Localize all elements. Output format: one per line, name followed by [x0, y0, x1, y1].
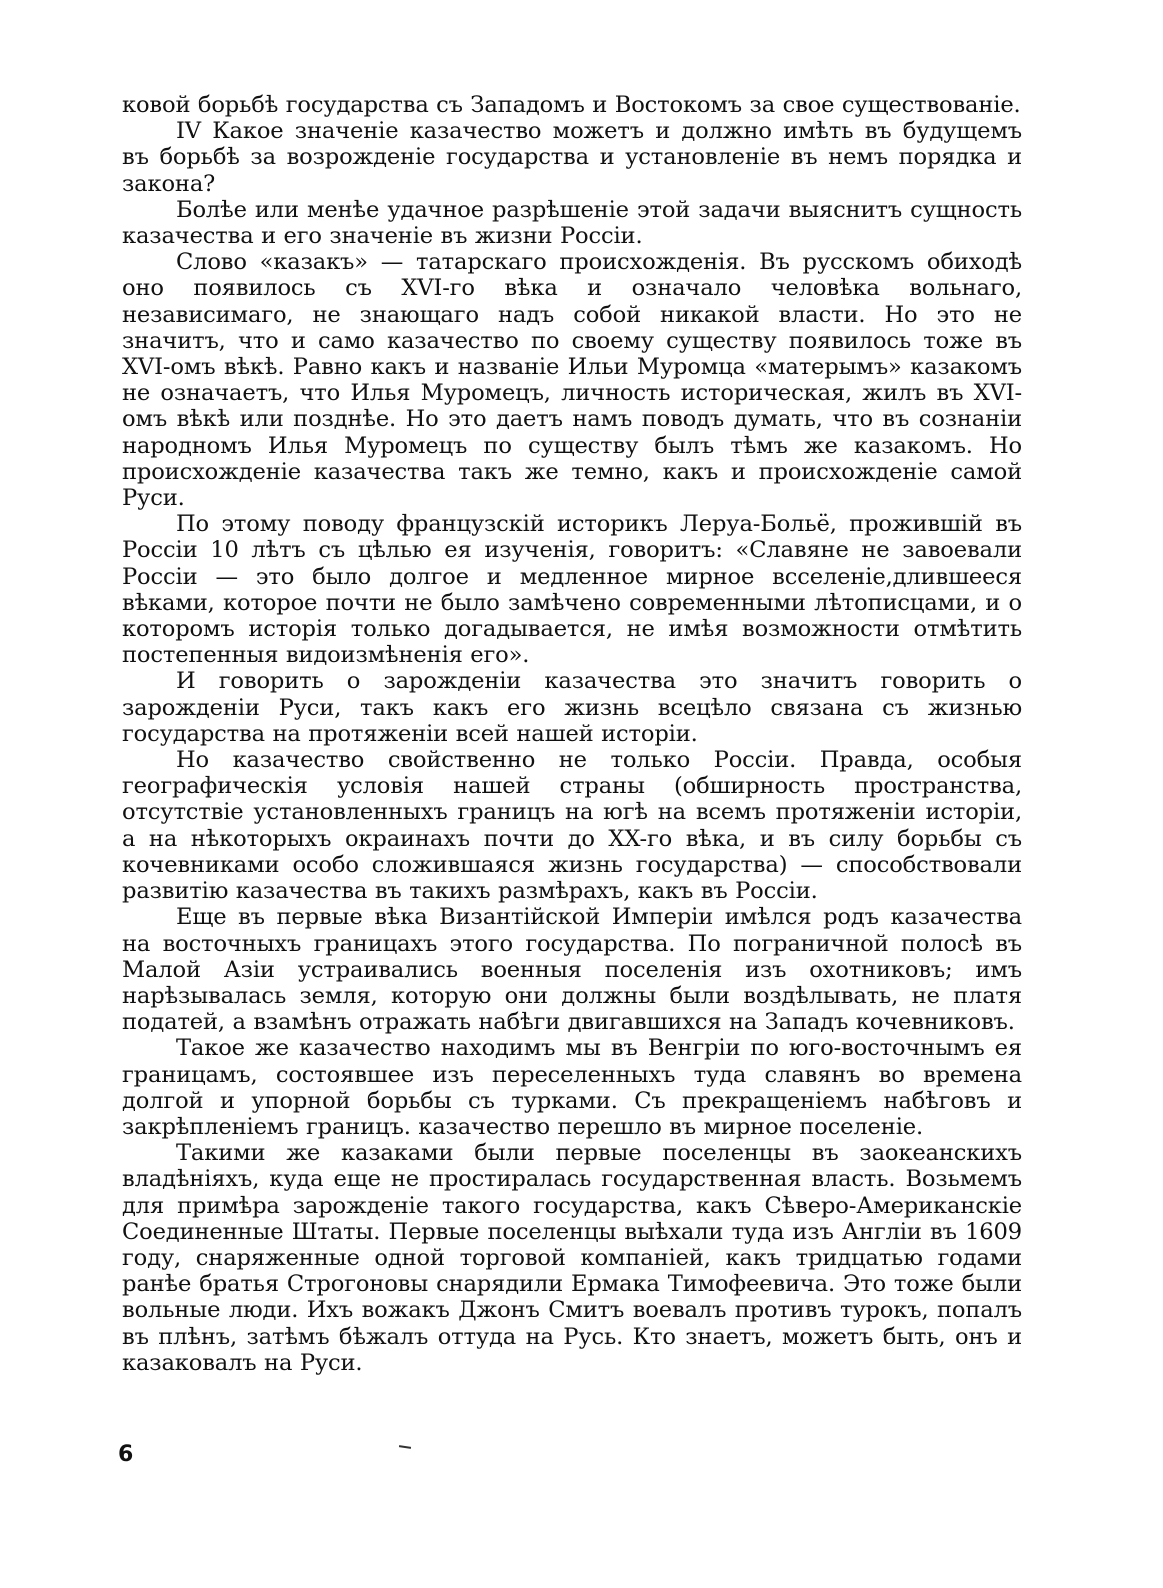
paragraph-leroy-beaulieu: По этому поводу французскій историкъ Леруа-Больё, прожившій въ Россіи 10 лѣтъ съ цѣлью ея изученія, говоритъ: «Славяне не завоевали Россіи — это было долгое и медленное мирное всселеніе,длившееся вѣками, которое почти не было замѣчено современными лѣтописцами, и о которомъ исторія только догадывается, не имѣя возможности отмѣтить постепенныя видоизмѣненія его». [122, 511, 1022, 669]
paragraph-word-kazak: Слово «казакъ» — татарскаго происхожденія. Въ русскомъ обиходѣ оно появилось съ XVI-го вѣка и означало человѣка вольнаго, независимаго, не знающаго надъ собой никакой власти. Но это не значитъ, что и само казачество по своему существу появилось тоже въ XVI-омъ вѣкѣ. Равно какъ и названіе Ильи Муромца «матерымъ» казакомъ не означаетъ, что Илья Муромецъ, личность историческая, жилъ въ XVI-омъ вѣкѣ или позднѣе. Но это даетъ намъ поводъ думать, что въ сознаніи народномъ Илья Муромецъ по существу былъ тѣмъ же казакомъ. Но происхожденіе казачества такъ же темно, какъ и происхожденіе самой Руси. [122, 249, 1022, 512]
paragraph-hungary: Такое же казачество находимъ мы въ Венгріи по юго-восточнымъ ея границамъ, состоявшее изъ переселенныхъ туда славянъ во времена долгой и упорной борьбы съ турками. Съ прекращеніемъ набѣговъ и закрѣпленіемъ границъ. казачество перешло въ мирное поселеніе. [122, 1035, 1022, 1140]
page-number: 6 [118, 1442, 134, 1467]
paragraph-america: Такими же казаками были первые поселенцы въ заокеанскихъ владѣніяхъ, куда еще не простиралась государственная власть. Возьмемъ для примѣра зарожденіе такого государства, какъ Сѣверо-Американскіе Соединенные Штаты. Первые поселенцы выѣхали туда изъ Англіи въ 1609 году, снаряженные одной торговой компаніей, какъ тридцатью годами ранѣе братья Строгоновы снарядили Ермака Тимофеевича. Это тоже были вольные люди. Ихъ вожакъ Джонъ Смитъ воевалъ противъ турокъ, попалъ въ плѣнъ, затѣмъ бѣжалъ оттуда на Русь. Кто знаетъ, можетъ быть, онъ и казаковалъ на Руси. [122, 1140, 1022, 1376]
page-body [122, 92, 1022, 1376]
paragraph-byzantium: Еще въ первые вѣка Византійской Имперіи имѣлся родъ казачества на восточныхъ границахъ этого государства. По пограничной полосѣ въ Малой Азіи устраивались военныя поселенія изъ охотниковъ; имъ нарѣзывалась земля, которую они должны были воздѣлывать, не платя податей, а взамѣнъ отражать набѣги двигавшихся на Западъ кочевниковъ. [122, 904, 1022, 1036]
paragraph-continuation: ковой борьбѣ государства съ Западомъ и Востокомъ за свое существованіе. [122, 92, 1021, 118]
paragraph-question-iv: IV Какое значеніе казачество можетъ и должно имѣть въ будущемъ въ борьбѣ за возрожденіе государства и установленіе въ немъ порядка и закона? [122, 118, 1022, 197]
paragraph-not-only-russia: Но казачество свойственно не только Россіи. Правда, особыя географическія условія нашей страны (обширность пространства, отсутствіе установленныхъ границъ на югѣ на всемъ протяженіи исторіи, а на нѣкоторыхъ окраинахъ почти до XX-го вѣка, и въ силу борьбы съ кочевниками особо сложившаяся жизнь государства) — способствовали развитію казачества въ такихъ размѣрахъ, какъ въ Россіи. [122, 747, 1022, 905]
ink-speck [399, 1445, 411, 1449]
paragraph-origin-of-cossacks: И говорить о зарожденіи казачества это значитъ говорить о зарожденіи Руси, такъ какъ его жизнь всецѣло связана съ жизнью государства на протяженіи всей нашей исторіи. [122, 668, 1022, 747]
paragraph-task: Болѣе или менѣе удачное разрѣшеніе этой задачи выяснитъ сущность казачества и его значеніе въ жизни Россіи. [122, 196, 1022, 250]
